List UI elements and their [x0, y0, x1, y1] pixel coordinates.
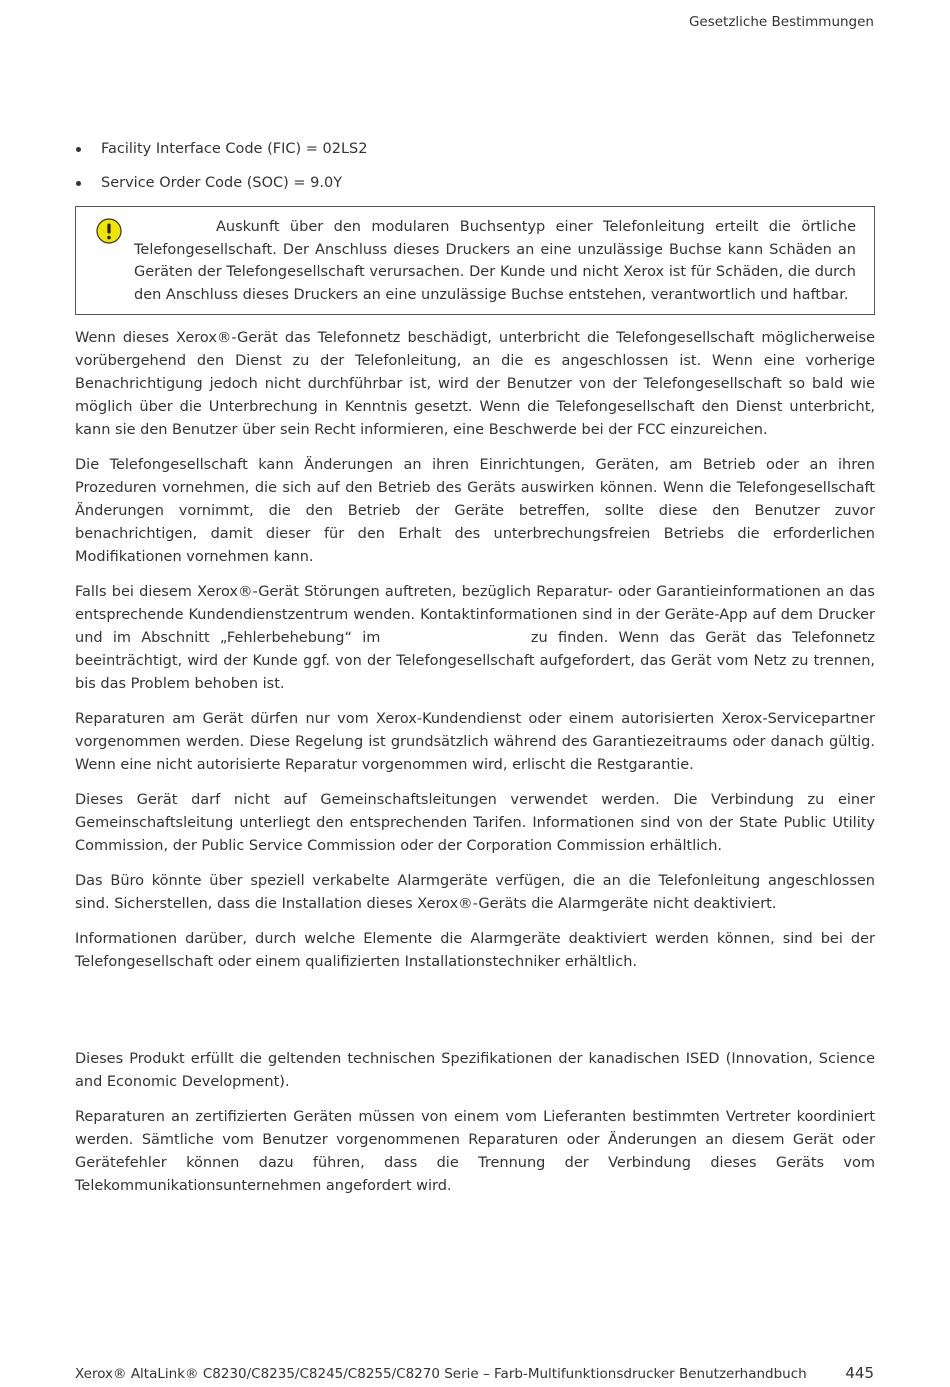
paragraph-text: zu finden. Wenn das Gerät das Telefonnetz beeinträchtigt, wird der Kunde ggf. von der Telefongesellschaft aufgefordert, das Gerät vom Netz zu trennen, bis das Problem behoben ist. — [75, 630, 876, 692]
paragraph-alarm-info: Informationen darüber, durch welche Elemente die Alarmgeräte deaktiviert werden können, sind bei der Telefongesellschaft oder einem qualifizierten Installationstechniker erhältlich. — [75, 931, 875, 970]
paragraph-certified-repairs: Reparaturen an zertifizierten Geräten müssen von einem vom Lieferanten bestimmten Vertreter koordiniert werden. Sämtliche vom Benutzer vorgenommenen Reparaturen oder Änderungen an diesem Gerät oder Gerätefehler können dazu führen, dass die Trennung der Verbindung dieses Geräts vom Telekommunikationsunternehmen angefordert wird. — [75, 1109, 875, 1194]
paragraph-repairs: Reparaturen am Gerät dürfen nur vom Xerox-Kundendienst oder einem autorisierten Xerox-Servicepartner vorgenommen werden. Diese Regelung ist grundsätzlich während des Garantiezeitraums oder danach gültig. Wenn eine nicht autorisierte Reparatur vorgenommen wird, erlischt die Restgarantie. — [75, 711, 875, 773]
page-number: 445 — [845, 1364, 874, 1382]
caution-icon — [96, 218, 122, 244]
paragraph-party-lines: Dieses Gerät darf nicht auf Gemeinschaftsleitungen verwendet werden. Die Verbindung zu einer Gemeinschaftsleitung unterliegt den entsprechenden Tarifen. Informationen sind von der State Public Utility Commission, der Public Service Commission oder der Corporation Commission erhältlich. — [75, 792, 875, 854]
paragraph-alarm-equipment: Das Büro könnte über speziell verkabelte Alarmgeräte verfügen, die an die Telefonleitung angeschlossen sind. Sicherstellen, dass die Installation dieses Xerox®-Geräts die Alarmgeräte nicht deaktiviert. — [75, 873, 875, 912]
footer-document-title: Xerox® AltaLink® C8230/C8235/C8245/C8255/C8270 Serie – Farb-Multifunktionsdrucker Benutzerhandbuch — [75, 1366, 807, 1382]
paragraph-troubleshooting — [75, 581, 875, 696]
running-header: Gesetzliche Bestimmungen — [688, 14, 874, 30]
list-item — [75, 172, 875, 195]
caution-notice — [75, 206, 875, 315]
section-spacer — [75, 986, 875, 1048]
paragraph-text: Falls bei diesem Xerox®-Gerät Störungen auftreten, bezüglich Reparatur- oder Garantieinformationen an das entsprechende Kundendienstzentrum wenden. Kontaktinformationen sind in der Geräte-App auf dem Drucker und im Abschnitt „Fehlerbehebung“ im — [75, 584, 875, 646]
paragraph-network-damage: Wenn dieses Xerox®-Gerät das Telefonnetz beschädigt, unterbricht die Telefongesellschaft möglicherweise vorübergehend den Dienst zu der Telefonleitung, an die es angeschlossen ist. Wenn eine vorherige Benachrichtigung jedoch nicht durchführbar ist, wird der Benutzer von der Telefongesellschaft so bald wie möglich über die Unterbrechung in Kenntnis gesetzt. Wenn die Telefongesellschaft den Dienst unterbricht, kann sie den Benutzer über sein Recht informieren, eine Beschwerde bei der FCC einzureichen. — [75, 330, 875, 438]
fcc-code-list — [75, 138, 875, 195]
user-guide-link[interactable] — [391, 627, 521, 650]
list-item-text: Service Order Code (SOC) = 9.0Y — [101, 175, 343, 191]
list-item-text: Facility Interface Code (FIC) = 02LS2 — [101, 141, 368, 157]
paragraph-facility-changes: Die Telefongesellschaft kann Änderungen an ihren Einrichtungen, Geräten, am Betrieb oder an ihren Prozeduren vornehmen, die sich auf den Betrieb des Geräts auswirken können. Wenn die Telefongesellschaft Änderungen vornimmt, die den Betrieb der Geräte betreffen, sollte diese den Benutzer zuvor benachrichtigen, damit dieser für den Erhalt des unterbrechungsfreien Betriebs die erforderlichen Modifikationen vornehmen kann. — [75, 457, 875, 565]
page-content — [75, 138, 875, 1210]
paragraph-canada-ised: Dieses Produkt erfüllt die geltenden technischen Spezifikationen der kanadischen ISED (Innovation, Science and Economic Development). — [75, 1051, 875, 1090]
bullet-icon — [76, 181, 81, 186]
bullet-icon — [76, 147, 81, 152]
notice-text: Auskunft über den modularen Buchsentyp einer Telefonleitung erteilt die örtliche Telefongesellschaft. Der Anschluss dieses Druckers an eine unzulässige Buchse kann Schäden an Geräten der Telefongesellschaft verursachen. Der Kunde und nicht Xerox ist für Schäden, die durch den Anschluss dieses Druckers an eine unzulässige Buchse entstehen, verantwortlich und haftbar. — [134, 219, 856, 303]
list-item — [75, 138, 875, 161]
